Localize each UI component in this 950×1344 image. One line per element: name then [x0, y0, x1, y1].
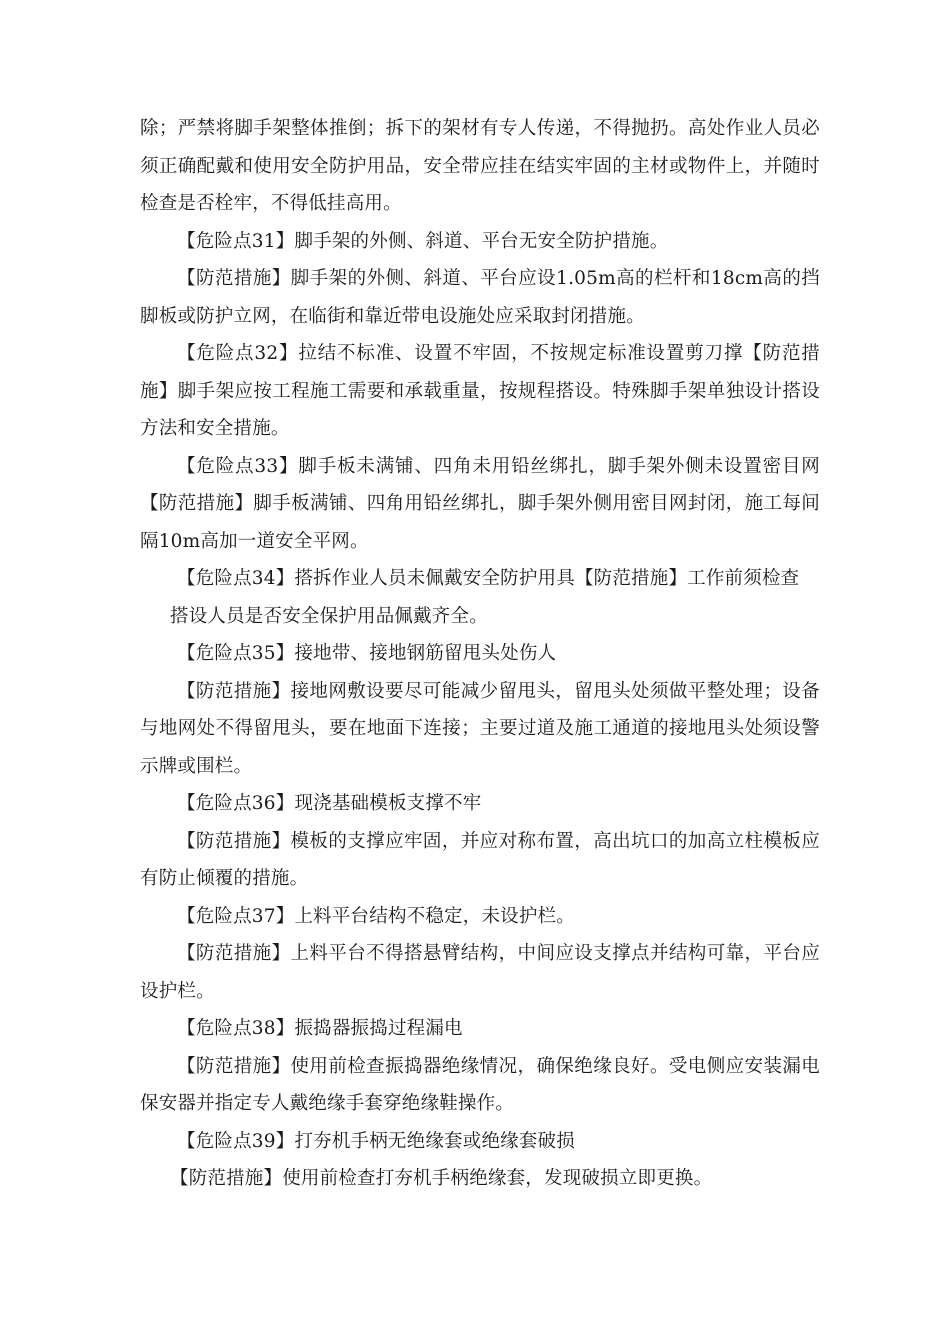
document-body — [140, 110, 820, 1198]
paragraph-continuation: 除；严禁将脚手架整体推倒；拆下的架材有专人传递，不得抛扔。高处作业人员必须正确配戴和使用安全防护用品，安全带应挂在结实牢固的主材或物件上，并随时检查是否栓牢，不得低挂高用。 — [140, 118, 820, 214]
hazard-35: 【危险点35】接地带、接地钢筋留甩头处伤人 — [177, 643, 557, 664]
hazard-33-measure: 【危险点33】脚手板未满铺、四角未用铅丝绑扎，脚手架外侧未设置密目网【防范措施】脚手板满铺、四角用铅丝绑扎，脚手架外侧用密目网封闭，施工每间隔10m高加一道安全平网。 — [140, 455, 820, 552]
measure-39: 【防范措施】使用前检查打夯机手柄绝缘套，发现破损立即更换。 — [170, 1168, 713, 1189]
hazard-37: 【危险点37】上料平台结构不稳定，未设护栏。 — [177, 905, 575, 927]
measure-34-continuation: 搭设人员是否安全保护用品佩戴齐全。 — [170, 605, 488, 627]
measure-37: 【防范措施】上料平台不得搭悬臂结构，中间应设支撑点并结构可靠，平台应设护栏。 — [140, 943, 820, 1002]
measure-38: 【防范措施】使用前检查振捣器绝缘情况，确保绝缘良好。受电侧应安装漏电保安器并指定专人戴绝缘手套穿绝缘鞋操作。 — [140, 1055, 820, 1114]
hazard-31: 【危险点31】脚手架的外侧、斜道、平台无安全防护措施。 — [177, 230, 669, 252]
hazard-32-measure: 【危险点32】拉结不标准、设置不牢固，不按规定标准设置剪刀撑【防范措施】脚手架应按工程施工需要和承载重量，按规程搭设。特殊脚手架单独设计搭设方法和安全措施。 — [140, 343, 820, 439]
hazard-39: 【危险点39】打夯机手柄无绝缘套或绝缘套破损 — [177, 1130, 575, 1152]
measure-36: 【防范措施】模板的支撑应牢固，并应对称布置，高出坑口的加高立柱模板应有防止倾覆的措施。 — [140, 830, 820, 889]
measure-31: 【防范措施】脚手架的外侧、斜道、平台应设1.05m高的栏杆和18cm高的挡脚板或防护立网，在临街和靠近带电设施处应采取封闭措施。 — [140, 268, 820, 327]
hazard-36: 【危险点36】现浇基础模板支撑不牢 — [177, 793, 482, 814]
measure-35: 【防范措施】接地网敷设要尽可能减少留甩头，留甩头处须做平整处理；设备与地网处不得留甩头，要在地面下连接；主要过道及施工通道的接地甩头处须设警示牌或围栏。 — [140, 680, 820, 777]
hazard-34: 【危险点34】搭拆作业人员未佩戴安全防护用具【防范措施】工作前须检查 — [177, 568, 800, 589]
hazard-38: 【危险点38】振捣器振捣过程漏电 — [177, 1018, 463, 1039]
